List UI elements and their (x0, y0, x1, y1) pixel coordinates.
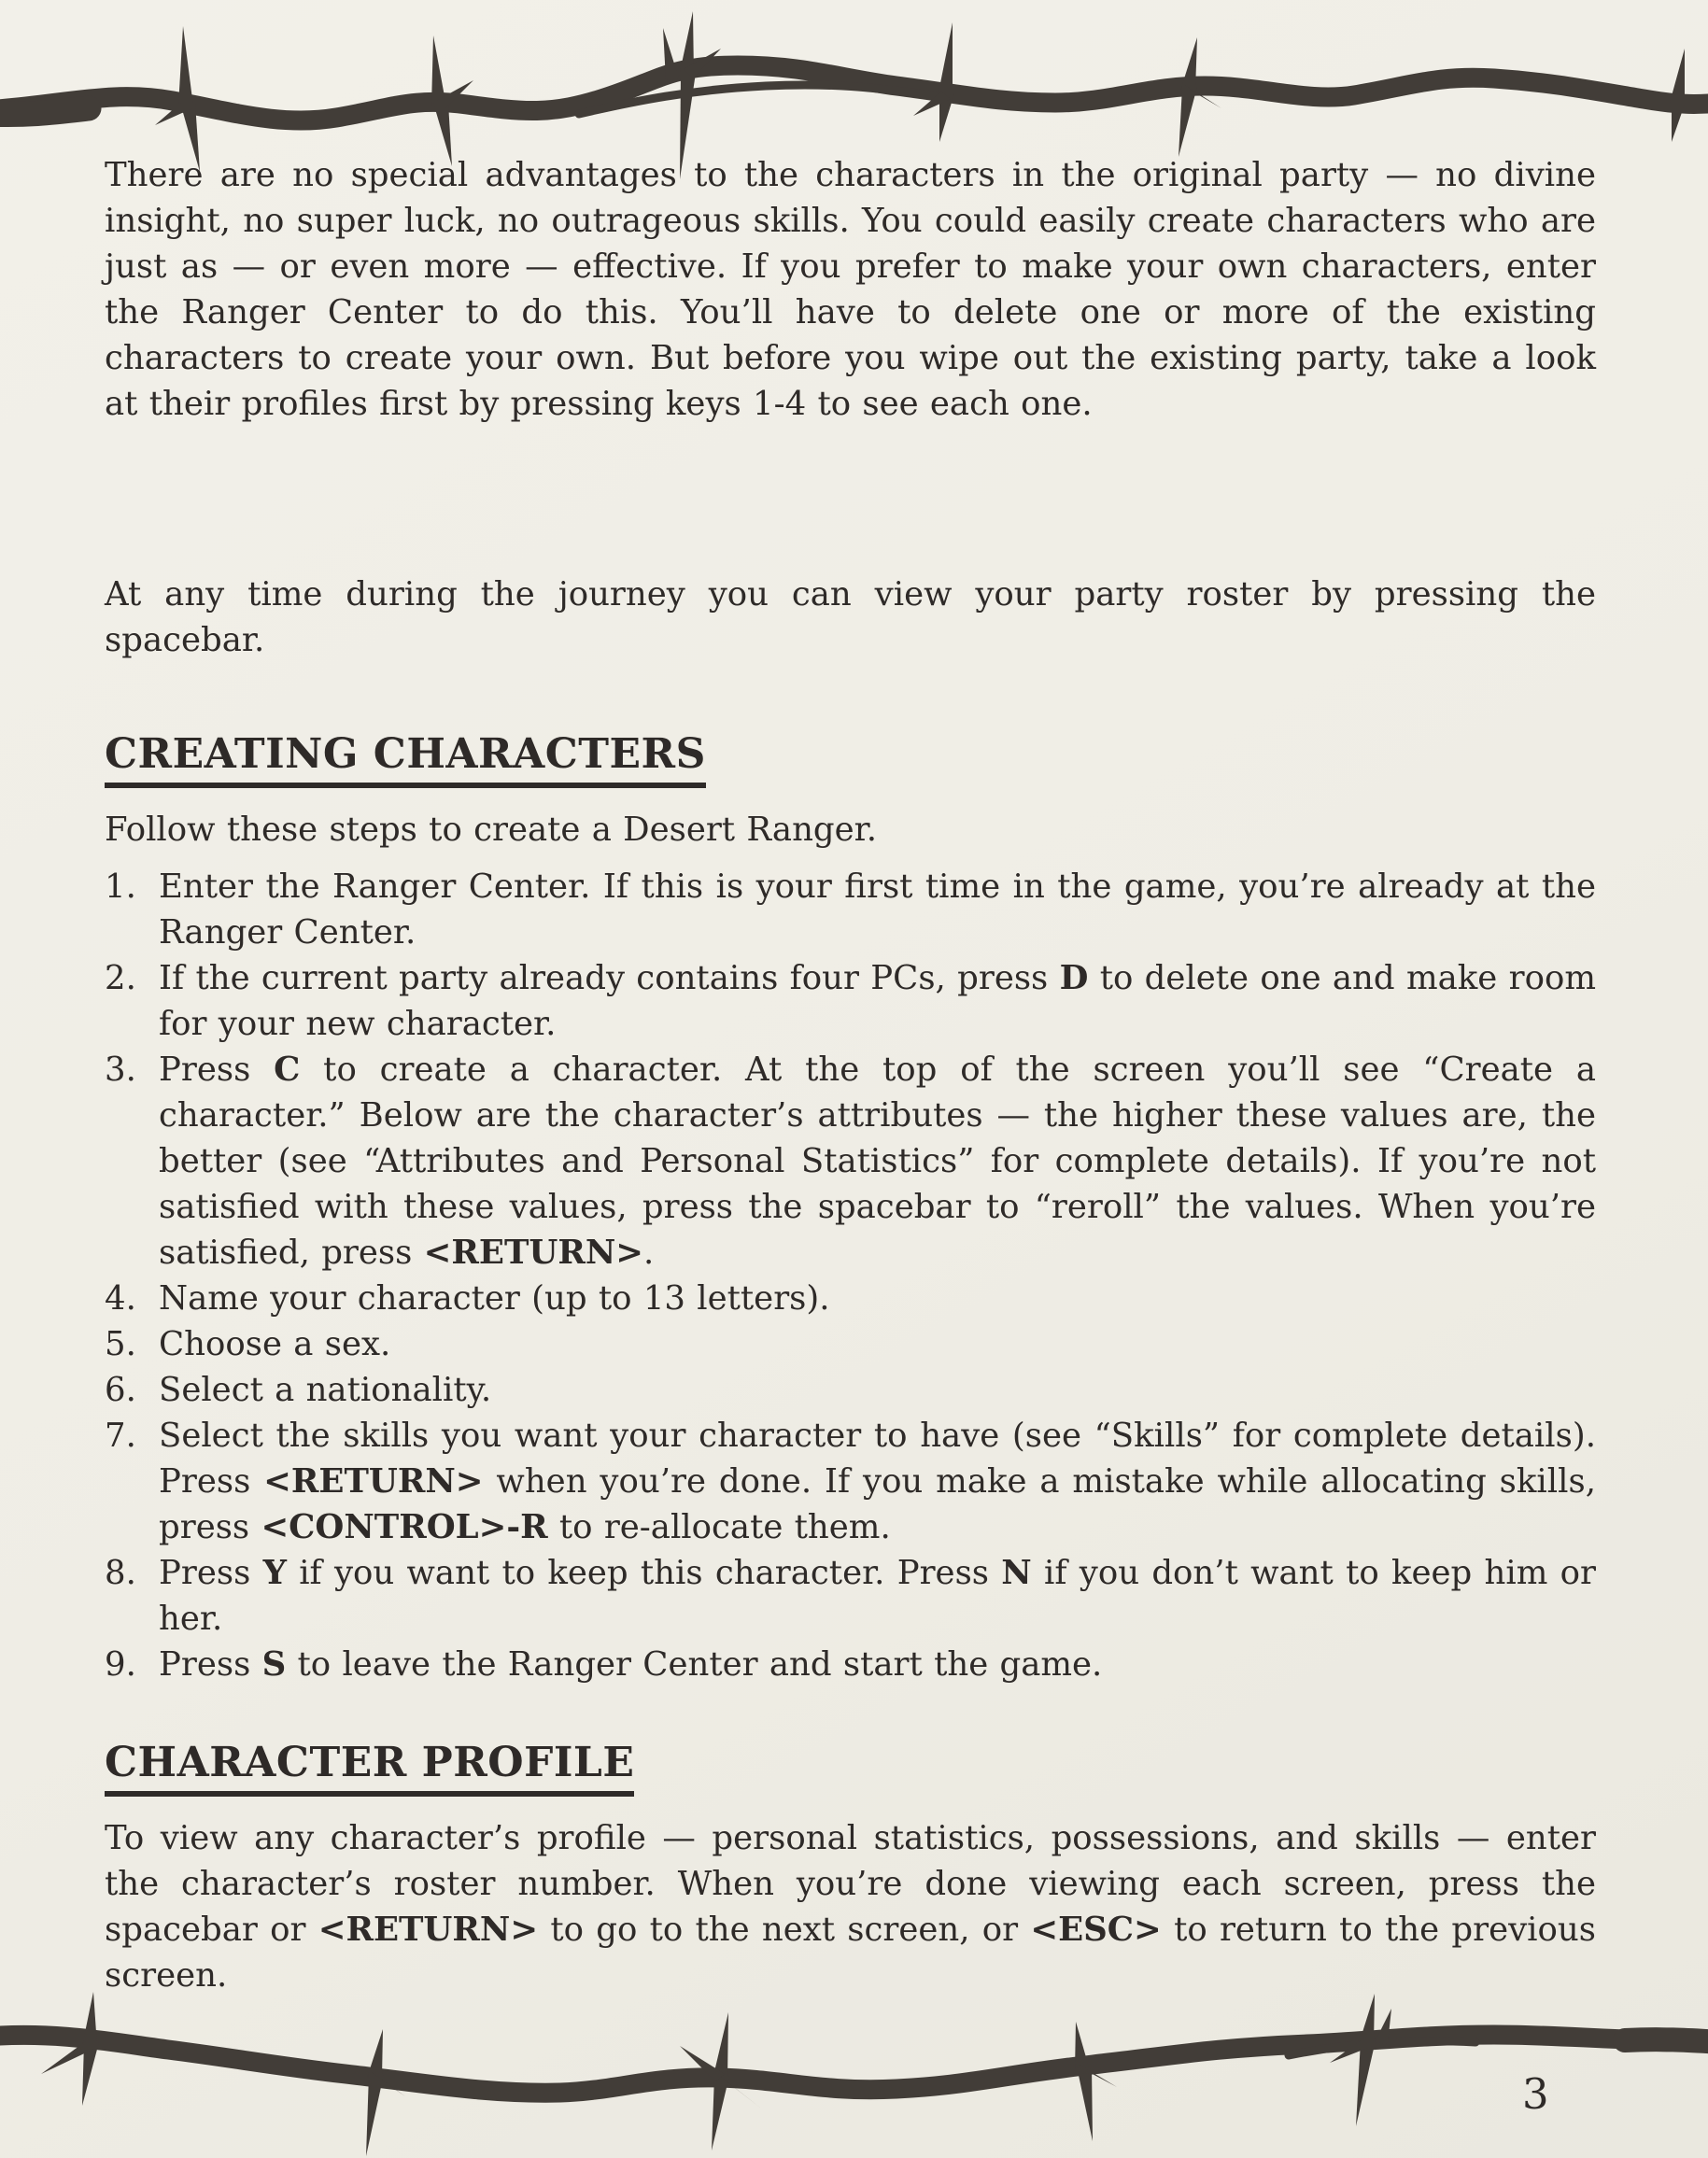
barbed-wire-bottom-image (0, 1984, 1708, 2158)
key-command-text: <RETURN> (423, 1234, 644, 1272)
key-command-text: N (1001, 1554, 1032, 1592)
step-text (159, 1642, 1596, 1687)
step-number: 9. (105, 1645, 136, 1684)
body-text: Press (159, 1554, 263, 1592)
step-text (159, 1413, 1596, 1550)
body-text: to leave the Ranger Center and start the game. (286, 1645, 1103, 1684)
step-number: 8. (105, 1554, 136, 1592)
body-text: Enter the Ranger Center. If this is your first time in the game, you’re already at the Ranger Center. (159, 867, 1596, 952)
body-text: Press (159, 1645, 262, 1684)
step-item-4 (105, 1276, 1596, 1321)
body-text: Select the skills you want your character to have (see “Skills” for complete details). Press (159, 1417, 1596, 1501)
step-number: 6. (105, 1371, 136, 1409)
step-text (159, 1047, 1596, 1276)
body-text: Choose a sex. (159, 1325, 391, 1363)
body-text: if you don’t want to keep him or her. (159, 1554, 1596, 1638)
step-text (159, 1367, 1596, 1413)
body-text: To view any character’s profile — personal statistics, possessions, and skills — enter the character’s roster number. When you’re done viewing each screen, press the spacebar or (105, 1819, 1596, 1949)
body-text: to go to the next screen, or (538, 1911, 1031, 1949)
step-number: 4. (105, 1279, 136, 1318)
step-number: 3. (105, 1051, 136, 1089)
body-text: There are no special advantages to the characters in the original party — no divine insight, no super luck, no outrageous skills. You could easily create characters who are just as — or even more — effective. If you prefer to make your own characters, enter the Ranger Center to do this. You’ll have to delete one or more of the existing characters to create your own. But before you wipe out the existing party, take a look at their profiles first by pressing keys 1-4 to see each one. (105, 156, 1596, 423)
step-item-3 (105, 1047, 1596, 1276)
step-text (159, 1550, 1596, 1642)
section-heading-text: CHARACTER PROFILE (105, 1742, 634, 1797)
body-text: . (643, 1234, 655, 1272)
body-text: Select a nationality. (159, 1371, 492, 1409)
step-text (159, 955, 1596, 1047)
key-command-text: <ESC> (1030, 1911, 1162, 1949)
key-command-text: <RETURN> (263, 1462, 484, 1501)
intro-paragraph-2 (105, 571, 1596, 663)
step-text (159, 864, 1596, 955)
page-content (105, 0, 1596, 2158)
key-command-text: <CONTROL>-R (261, 1508, 548, 1546)
body-text: If the current party already contains four PCs, press (159, 959, 1060, 997)
section-heading-character-profile (105, 1739, 635, 1797)
body-text: to create a character. At the top of the screen you’ll see “Create a character.” Below are the character’s attributes — the higher these values are, the better (see “Attributes and Personal Statistics” for complete details). If you’re not satisfied with these values, press the spacebar to “reroll” the values. When you’re satisfied, press (159, 1051, 1597, 1272)
step-item-7 (105, 1413, 1596, 1550)
section-heading-text: CREATING CHARACTERS (105, 734, 706, 788)
section-heading-creating-characters (105, 730, 706, 788)
step-item-8 (105, 1550, 1596, 1642)
key-command-text: D (1059, 959, 1089, 997)
key-command-text: <RETURN> (318, 1911, 539, 1949)
page-number: 3 (1522, 2069, 1549, 2119)
step-number: 1. (105, 867, 136, 906)
intro-paragraph-1 (105, 152, 1596, 427)
steps-list (105, 864, 1596, 1687)
step-item-2 (105, 955, 1596, 1047)
profile-paragraph (105, 1815, 1596, 1998)
body-text: Press (159, 1051, 275, 1089)
step-text (159, 1321, 1596, 1367)
body-text: to re-allocate them. (547, 1508, 891, 1546)
step-item-9 (105, 1642, 1596, 1687)
step-number: 5. (105, 1325, 136, 1363)
body-text: to return to the previous screen. (105, 1911, 1596, 1995)
key-command-text: Y (262, 1554, 287, 1592)
key-command-text: S (261, 1645, 287, 1684)
body-text: Name your character (up to 13 letters). (159, 1279, 830, 1318)
step-number: 2. (105, 959, 136, 997)
step-number: 7. (105, 1417, 136, 1455)
step-text (159, 1276, 1596, 1321)
body-text: when you’re done. If you make a mistake while allocating skills, press (159, 1462, 1596, 1546)
step-item-6 (105, 1367, 1596, 1413)
creating-characters-lead: Follow these steps to create a Desert Ranger. (105, 811, 878, 849)
body-text: if you want to keep this character. Press (286, 1554, 1002, 1592)
body-text: to delete one and make room for your new character. (159, 959, 1596, 1043)
body-text: At any time during the journey you can view your party roster by pressing the spacebar. (105, 575, 1596, 659)
step-item-1 (105, 864, 1596, 955)
key-command-text: C (274, 1051, 301, 1089)
step-item-5 (105, 1321, 1596, 1367)
